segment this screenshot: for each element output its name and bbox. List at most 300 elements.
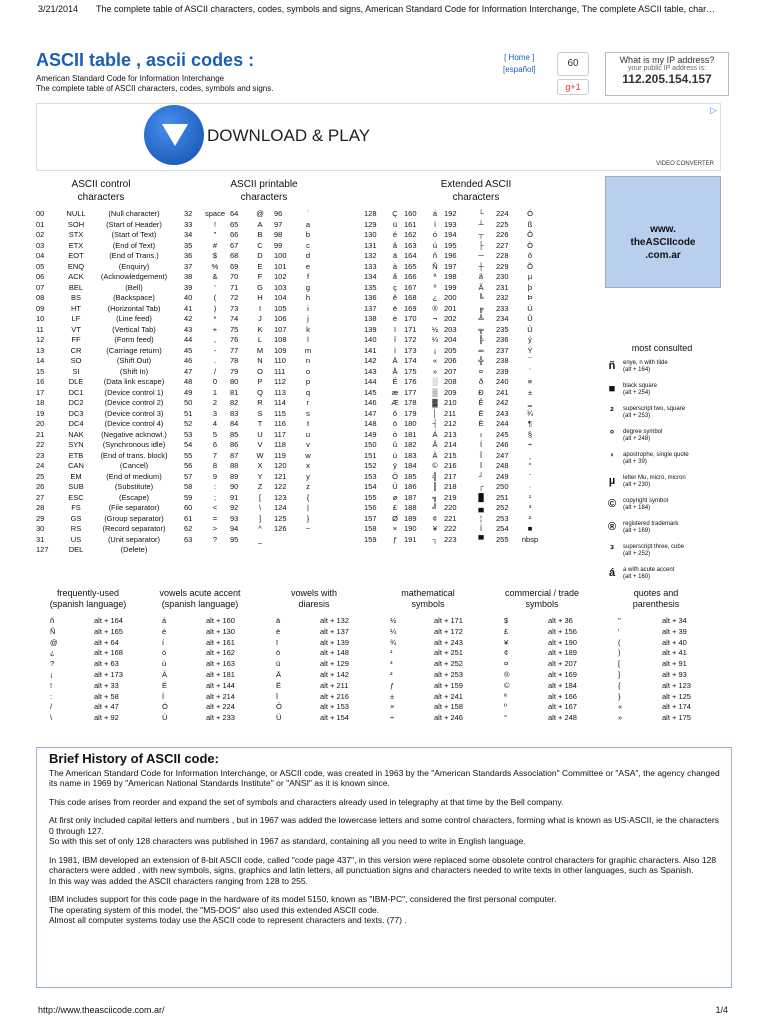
printable-cell: 80: [230, 377, 239, 386]
most-consulted-title: most consulted: [631, 343, 693, 353]
printable-cell: ~: [305, 524, 311, 533]
symbol-glyph: ²: [390, 669, 393, 679]
extended-cell: Ã: [478, 282, 484, 292]
ip-label: your public IP address is:: [627, 65, 707, 72]
symbol-alt-code: alt + 148: [320, 648, 349, 658]
extended-cell: 143: [364, 366, 377, 376]
control-cell: (File separator): [108, 503, 160, 512]
table-row: [504, 659, 598, 670]
extended-cell: ┬: [478, 230, 484, 239]
table-row: [36, 314, 174, 325]
table-row: [184, 251, 322, 262]
extended-cell: 238: [496, 356, 509, 365]
printable-cell: 55: [184, 450, 193, 460]
table-row: [36, 209, 174, 220]
printable-cell: i: [307, 303, 309, 313]
extended-cell: 208: [444, 377, 457, 386]
extended-cell: 225: [496, 219, 509, 229]
extended-cell: 251: [496, 492, 509, 502]
symbol-glyph: ¿: [50, 648, 55, 658]
table-row: [504, 681, 598, 692]
extended-cell: 133: [364, 261, 377, 271]
most-consulted-alt: (alt + 39): [623, 459, 647, 465]
symbol-glyph: ï: [276, 637, 279, 647]
table-row: [184, 209, 322, 220]
table-row: [618, 670, 712, 681]
side-ad-block[interactable]: [605, 176, 721, 288]
table-row: [364, 461, 542, 472]
symbol-alt-code: alt + 63: [94, 659, 119, 669]
printable-cell: +: [212, 324, 218, 334]
printable-cell: 58: [184, 482, 193, 491]
extended-table: [364, 209, 542, 545]
control-cell: (Null character): [108, 209, 160, 218]
extended-cell: 152: [364, 461, 377, 470]
table-row: [504, 648, 598, 659]
extended-cell: 219: [444, 492, 457, 502]
table-row: [184, 472, 322, 483]
extended-cell: 222: [444, 524, 457, 533]
extended-cell: 209: [444, 387, 457, 397]
most-consulted-name: a with acute accent: [623, 567, 675, 573]
extended-cell: 195: [444, 240, 457, 250]
table-row: [36, 493, 174, 504]
extended-cell: ı: [479, 429, 483, 439]
table-row: [36, 230, 174, 241]
extended-cell: Î: [479, 450, 483, 460]
table-row: [184, 272, 322, 283]
symbol-alt-code: alt + 33: [94, 680, 119, 690]
extended-cell: 254: [496, 524, 509, 533]
most-consulted-item[interactable]: [605, 360, 725, 383]
control-cell: HT: [71, 303, 81, 313]
printable-cell: 99: [274, 240, 283, 250]
extended-cell: 130: [364, 230, 377, 239]
extended-cell: 174: [404, 356, 417, 365]
printable-cell: 70: [230, 272, 239, 281]
extended-cell: ¼: [431, 335, 439, 344]
printable-cell: <: [212, 503, 218, 512]
control-cell: 23: [36, 450, 45, 460]
printable-cell: 41: [184, 303, 193, 313]
extended-cell: 134: [364, 272, 377, 281]
table-row: [36, 272, 174, 283]
printable-cell: 8: [212, 461, 218, 470]
symbol-glyph: Ñ: [50, 626, 56, 636]
extended-cell: Ù: [527, 324, 533, 334]
most-consulted-item[interactable]: [605, 475, 725, 498]
printable-cell: space: [204, 209, 225, 218]
symbol-alt-code: alt + 123: [662, 680, 691, 690]
table-row: [184, 377, 322, 388]
table-row: [50, 681, 144, 692]
printable-cell: 85: [230, 429, 239, 439]
printable-cell: n: [305, 356, 311, 365]
extended-cell: ¢: [432, 513, 438, 523]
control-cell: (Enquiry): [118, 261, 150, 271]
extended-cell: 167: [404, 282, 417, 292]
control-cell: (Horizontal Tab): [107, 303, 161, 313]
printable-cell: 101: [274, 261, 287, 271]
printable-cell: -: [213, 345, 217, 355]
table-row: [36, 283, 174, 294]
symbol-alt-code: alt + 139: [320, 637, 349, 647]
footer-url[interactable]: http://www.theasciicode.com.ar/: [38, 1005, 165, 1015]
extended-cell: 155: [364, 492, 377, 502]
printable-cell: C: [257, 240, 263, 250]
control-cell: BEL: [68, 282, 84, 292]
control-cell: (Bell): [125, 282, 143, 292]
subtitle-line-2: The complete table of ASCII characters, codes, symbols and signs.: [36, 84, 274, 93]
printable-cell: 33: [184, 219, 193, 229]
printable-cell: 89: [230, 471, 239, 481]
table-row: [36, 367, 174, 378]
extended-cell: 137: [364, 303, 377, 313]
table-row: [184, 230, 322, 241]
symbol-glyph: !: [50, 680, 53, 690]
printable-cell: 71: [230, 282, 239, 292]
extended-cell: ┼: [478, 261, 484, 271]
extended-cell: 147: [364, 408, 377, 418]
symbol-glyph: Ü: [276, 713, 282, 723]
printable-cell: R: [257, 398, 263, 407]
extended-cell: ë: [392, 303, 398, 313]
control-cell: (Start of Header): [106, 219, 162, 229]
control-cell: 24: [36, 461, 45, 470]
extended-cell: ▓: [432, 398, 438, 407]
extended-cell: 207: [444, 366, 457, 376]
symbol-glyph: ë: [276, 626, 281, 636]
extended-cell: 237: [496, 345, 509, 355]
extended-cell: 191: [404, 534, 417, 544]
symbol-group-table: [504, 616, 598, 724]
control-cell: 26: [36, 482, 45, 491]
table-row: [390, 702, 484, 713]
symbol-glyph: ü: [276, 659, 281, 669]
extended-cell: ¨: [528, 471, 532, 481]
table-row: [618, 681, 712, 692]
extended-cell: 164: [404, 251, 417, 260]
extended-cell: 180: [404, 419, 417, 428]
printable-cell: 2: [212, 398, 218, 407]
table-row: [364, 325, 542, 336]
symbol-alt-code: alt + 47: [94, 702, 119, 712]
most-consulted-item[interactable]: [605, 406, 725, 429]
symbol-group-title: quotes and parenthesis: [632, 588, 680, 609]
table-row: [364, 230, 542, 241]
printable-cell: 53: [184, 429, 193, 439]
table-row: [36, 440, 174, 451]
extended-cell: 223: [444, 534, 457, 544]
extended-cell: 175: [404, 366, 417, 376]
printable-cell: F: [257, 272, 263, 281]
table-row: [276, 702, 370, 713]
printable-cell: 76: [230, 335, 239, 344]
print-title: The complete table of ASCII characters, codes, symbols and signs, American Standard Code for Information Interchange, The complete ASCII table, char…: [96, 4, 716, 14]
symbol-glyph: \: [50, 713, 53, 723]
extended-cell: ╠: [478, 335, 484, 344]
extended-cell: 185: [404, 471, 417, 481]
control-cell: SYN: [68, 440, 84, 449]
most-consulted-glyph: ■: [608, 383, 616, 395]
table-row: [276, 648, 370, 659]
extended-cell: 158: [364, 524, 377, 533]
table-row: [162, 627, 256, 638]
extended-cell: ±: [527, 387, 533, 397]
extended-cell: 243: [496, 408, 509, 418]
footer-page-number: 1/4: [715, 1005, 728, 1015]
extended-cell: ‗: [527, 398, 533, 407]
extended-cell: ×: [392, 524, 398, 533]
extended-cell: 166: [404, 272, 417, 281]
printable-cell: s: [306, 408, 310, 418]
extended-cell: 246: [496, 440, 509, 449]
extended-cell: ▒: [432, 387, 438, 397]
most-consulted-alt: (alt + 252): [623, 551, 651, 557]
symbol-alt-code: alt + 251: [434, 648, 463, 658]
most-consulted-item[interactable]: [605, 521, 725, 544]
printable-cell: l: [307, 335, 309, 344]
extended-cell: ┐: [432, 534, 438, 544]
printable-cell: [: [258, 492, 262, 502]
symbol-glyph: :: [50, 691, 53, 701]
table-row: [184, 503, 322, 514]
printable-cell: v: [306, 440, 310, 449]
extended-cell: ½: [431, 324, 439, 334]
symbol-alt-code: alt + 248: [548, 713, 577, 723]
printable-cell: 116: [274, 419, 286, 428]
adchoices-icon[interactable]: ▷: [710, 105, 717, 115]
symbol-alt-code: alt + 243: [434, 637, 463, 647]
symbol-glyph: Ú: [162, 713, 168, 723]
extended-cell: á: [432, 209, 438, 218]
side-ad-line-1: www.: [650, 224, 676, 235]
symbol-alt-code: alt + 129: [320, 659, 349, 669]
most-consulted-alt: (alt + 248): [623, 436, 651, 442]
printable-cell: 77: [230, 345, 239, 355]
symbol-glyph: é: [162, 626, 167, 636]
extended-cell: ├: [478, 240, 484, 250]
extended-cell: 204: [444, 335, 457, 344]
most-consulted-alt: (alt + 254): [623, 390, 651, 396]
control-cell: 07: [36, 282, 45, 292]
most-consulted-alt: (alt + 230): [623, 482, 651, 488]
table-row: [364, 472, 542, 483]
table-row: [184, 241, 322, 252]
symbol-alt-code: alt + 241: [434, 691, 463, 701]
printable-cell: N: [257, 356, 263, 365]
control-cell: DC2: [68, 398, 84, 407]
symbol-glyph: ¹: [390, 648, 393, 658]
extended-cell: ü: [392, 219, 398, 229]
printable-cell: 110: [274, 356, 286, 365]
extended-cell: é: [392, 230, 398, 239]
extended-cell: Ë: [478, 408, 484, 418]
extended-cell: 165: [404, 261, 417, 271]
extended-cell: 201: [444, 303, 457, 313]
control-cell: 11: [36, 324, 44, 334]
printable-cell: 115: [274, 408, 286, 418]
printable-cell: P: [257, 377, 263, 386]
most-consulted-item[interactable]: [605, 429, 725, 452]
table-row: [390, 681, 484, 692]
extended-cell: è: [392, 314, 398, 323]
printable-cell: 6: [212, 440, 218, 449]
extended-cell: È: [478, 419, 484, 428]
most-consulted-item[interactable]: [605, 383, 725, 406]
extended-cell: 149: [364, 429, 377, 439]
history-p3: [49, 815, 721, 847]
table-row: [364, 451, 542, 462]
printable-cell: k: [306, 324, 310, 334]
control-cell: (Synchronous idle): [102, 440, 166, 449]
like-counter[interactable]: 60: [557, 52, 589, 76]
control-cell: 22: [36, 440, 45, 449]
symbol-group-title: frequently-used (spanish language): [49, 588, 127, 609]
symbol-alt-code: alt + 137: [320, 626, 349, 636]
table-row: [184, 419, 322, 430]
extended-cell: █: [478, 492, 484, 502]
printable-cell: 105: [274, 303, 287, 313]
table-row: [504, 616, 598, 627]
extended-cell: 140: [364, 335, 377, 344]
symbol-glyph: [: [618, 659, 621, 669]
symbol-alt-code: alt + 165: [94, 626, 123, 636]
extended-cell: 170: [404, 314, 417, 323]
printable-cell: 52: [184, 419, 193, 428]
symbol-group-table: [618, 616, 712, 724]
printable-cell: /: [213, 366, 217, 376]
symbol-alt-code: alt + 164: [94, 616, 123, 625]
table-row: [364, 503, 542, 514]
control-cell: (Device control 2): [104, 398, 164, 407]
printable-cell: 38: [184, 272, 193, 281]
printable-cell: ": [213, 230, 217, 239]
symbol-glyph: ¡: [50, 669, 53, 679]
table-row: [184, 535, 322, 546]
extended-cell: Ì: [479, 524, 483, 533]
printable-cell: @: [256, 209, 264, 218]
most-consulted-desc: [623, 383, 725, 397]
printable-cell: M: [256, 345, 264, 355]
gplus-button[interactable]: g+1: [557, 79, 589, 95]
printable-cell: 98: [274, 230, 283, 239]
table-row: [36, 251, 174, 262]
extended-cell: ÿ: [393, 461, 397, 470]
most-consulted-item[interactable]: [605, 452, 725, 475]
symbol-glyph: ñ: [50, 616, 55, 625]
most-consulted-list: [605, 360, 725, 590]
extended-cell: 233: [496, 303, 509, 313]
printable-cell: O: [257, 366, 263, 376]
extended-cell: 215: [444, 450, 457, 460]
extended-cell: 216: [444, 461, 457, 470]
table-row: [36, 346, 174, 357]
extended-cell: ╣: [432, 471, 438, 481]
table-row: [36, 220, 174, 231]
most-consulted-glyph: ²: [610, 406, 614, 418]
symbol-glyph: Ï: [276, 691, 279, 701]
symbol-glyph: ½: [390, 616, 397, 625]
printable-cell: V: [257, 440, 263, 449]
printable-cell: 87: [230, 450, 239, 460]
extended-cell: ┴: [478, 219, 484, 229]
subtitle-line-1: American Standard Code for Information Interchange: [36, 74, 225, 83]
table-row: [50, 627, 144, 638]
extended-cell: 235: [496, 324, 509, 334]
espanol-link[interactable]: [español]: [503, 65, 536, 74]
symbol-glyph: º: [504, 702, 507, 712]
ad-converter-label: VIDEO CONVERTER: [656, 161, 714, 167]
extended-cell: É: [392, 377, 398, 386]
extended-cell: 224: [496, 209, 509, 218]
most-consulted-glyph: ®: [607, 521, 617, 533]
printable-cell: 45: [184, 345, 193, 355]
extended-cell: 212: [444, 419, 457, 428]
extended-cell: 160: [404, 209, 417, 218]
control-cell: (Device control 1): [104, 387, 164, 397]
page-subtitle: [36, 74, 273, 94]
printable-cell: 57: [184, 471, 193, 481]
table-row: [184, 430, 322, 441]
printable-cell: 46: [184, 356, 193, 365]
printable-cell: 108: [274, 335, 287, 344]
table-row: [390, 670, 484, 681]
ad-banner[interactable]: [36, 103, 721, 171]
symbol-alt-code: alt + 207: [548, 659, 577, 669]
printable-cell: 84: [230, 419, 239, 428]
extended-cell: ·: [528, 482, 532, 491]
table-row: [36, 335, 174, 346]
most-consulted-item[interactable]: [605, 498, 725, 521]
table-row: [364, 251, 542, 262]
table-row: [36, 241, 174, 252]
table-row: [36, 262, 174, 273]
control-cell: ETB: [68, 450, 84, 460]
most-consulted-item[interactable]: [605, 567, 725, 590]
printable-cell: 126: [274, 524, 287, 533]
most-consulted-glyph: á: [608, 567, 616, 579]
symbol-glyph: /: [50, 702, 53, 712]
symbol-glyph: ?: [50, 659, 55, 669]
extended-cell: 192: [444, 209, 457, 218]
table-row: [276, 692, 370, 703]
extended-cell: 179: [404, 408, 417, 418]
extended-cell: ï: [393, 324, 397, 334]
extended-cell: └: [478, 209, 484, 218]
extended-cell: ÷: [527, 440, 533, 449]
home-link[interactable]: [ Home ]: [504, 53, 535, 62]
extended-cell: 193: [444, 219, 457, 229]
extended-cell: 190: [404, 524, 417, 533]
control-cell: 04: [36, 251, 45, 260]
extended-cell: 154: [364, 482, 377, 491]
ip-question: What is my IP address?: [619, 55, 715, 65]
history-title: Brief History of ASCII code:: [49, 751, 219, 766]
table-row: [36, 293, 174, 304]
printable-cell: *: [213, 314, 217, 323]
extended-cell: ã: [478, 272, 484, 281]
ip-address-box[interactable]: [605, 52, 729, 96]
table-row: [364, 440, 542, 451]
table-row: [618, 702, 712, 713]
most-consulted-item[interactable]: [605, 544, 725, 567]
symbol-glyph: (: [618, 637, 621, 647]
printable-cell: 34: [184, 230, 193, 239]
printable-cell: 97: [274, 219, 283, 229]
table-row: [36, 524, 174, 535]
table-row: [364, 262, 542, 273]
